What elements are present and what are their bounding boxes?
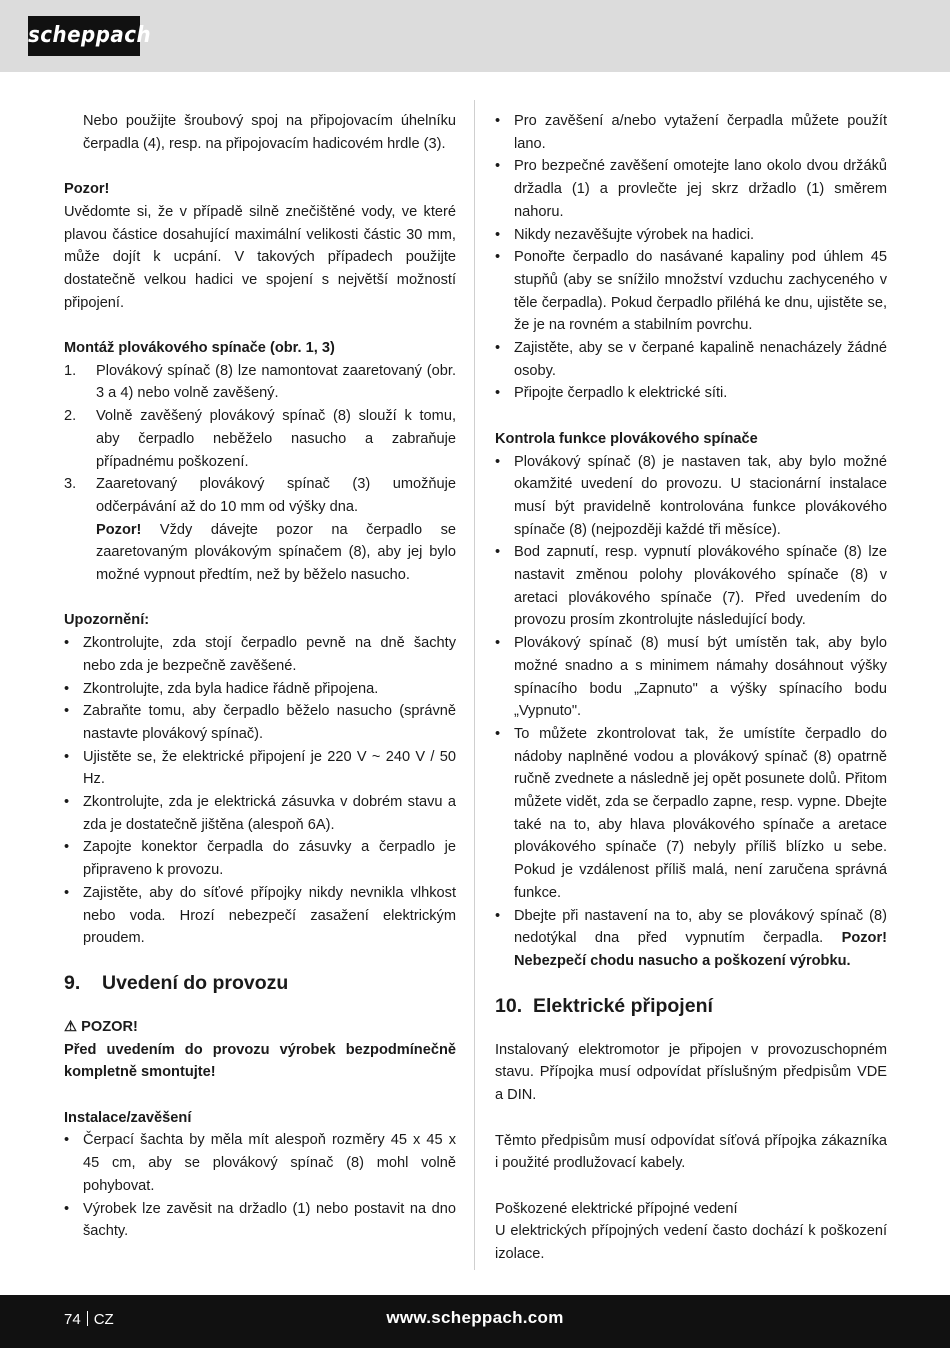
- list-item: 1. Plovákový spínač (8) lze namontovat zaaretovaný (obr. 3 a 4) nebo volně zavěšený.: [64, 362, 456, 402]
- list-item: • Připojte čerpadlo k elektrické síti.: [495, 385, 728, 402]
- note-label: Pozor!: [96, 521, 142, 538]
- list-item: • Pro bezpečné zavěšení omotejte lano okolo dvou držáků držadla (1) a provlečte jej skrz držadlo (1) směrem nahoru.: [495, 158, 887, 220]
- list-item: • Plovákový spínač (8) musí být umístěn tak, aby bylo možné snadno a s minimem námahy dosáhnout výšky spínacího bodu „Zapnuto" a výšky spínacího bodu „Vypnuto".: [495, 635, 887, 720]
- language-code: CZ: [93, 1311, 114, 1328]
- float-switch-mounting-list: [64, 360, 456, 587]
- list-item: • Zajistěte, aby do síťové přípojky nikdy nevnikla vlhkost nebo voda. Hrozí nebezpečí zasažení elektrickým proudem.: [64, 884, 456, 947]
- installation-list: [64, 1129, 456, 1243]
- list-item: • Čerpací šachta by měla mít alespoň rozměry 45 x 45 x 45 cm, aby se plovákový spínač (8) mohl volně pohybovat.: [64, 1132, 456, 1194]
- notice-list: [64, 632, 456, 950]
- column-divider: [474, 100, 475, 1270]
- left-column: [64, 110, 456, 1243]
- list-item: • Bod zapnutí, resp. vypnutí plovákového spínače (8) lze nastavit změnou polohy plovákového spínače (8) v aretaci plovákového spínače (7). Před uvedením do provozu prosím zkontrolujte následující body.: [495, 544, 887, 629]
- paragraph-extension-cables: Těmto předpisům musí odpovídat síťová přípojka zákazníka i použité prodlužovací kabely.: [495, 1132, 887, 1172]
- float-switch-mounting-heading: Montáž plovákového spínače (obr. 1, 3): [64, 340, 335, 356]
- warning-triangle-icon: ⚠: [64, 1018, 78, 1035]
- list-item: • Výrobek lze zavěsit na držadlo (1) nebo postavit na dno šachty.: [64, 1200, 456, 1240]
- list-item: 2. Volně zavěšený plovákový spínač (8) slouží k tomu, aby čerpadlo neběželo nasucho a zabraňuje případnému poškození.: [64, 408, 456, 470]
- warning-label: Pozor!: [64, 181, 110, 198]
- list-note: [64, 519, 456, 587]
- list-item: • Zkontrolujte, zda stojí čerpadlo pevně na dně šachty nebo zda je bezpečně zavěšené.: [64, 635, 456, 674]
- list-item: • Dbejte při nastavení na to, aby se plovákový spínač (8) nedotýkal dna před vypnutím čerpadla. Pozor! Nebezpečí chodu nasucho a poškození výrobku.: [495, 907, 887, 969]
- right-column: [495, 110, 887, 1266]
- list-item: • Ujistěte se, že elektrické připojení je 220 V ~ 240 V / 50 Hz.: [64, 748, 456, 788]
- list-item: • Zkontrolujte, zda byla hadice řádně připojena.: [64, 680, 379, 697]
- page-footer: [0, 1295, 950, 1348]
- warning-heading: ⚠ POZOR!: [64, 1018, 138, 1035]
- float-switch-check-heading: Kontrola funkce plovákového spínače: [495, 430, 758, 447]
- list-item: • Nikdy nezavěšujte výrobek na hadici.: [495, 226, 755, 243]
- list-item: • Pro zavěšení a/nebo vytažení čerpadla můžete použít lano.: [495, 113, 887, 152]
- list-item: • Zabraňte tomu, aby čerpadlo běželo nasucho (správně nastavte plovákový spínač).: [64, 703, 456, 742]
- section-9-heading: 9. Uvedení do provozu: [64, 971, 289, 994]
- list-item: • Zkontrolujte, zda je elektrická zásuvka v dobrém stavu a zda je dostatečně jištěna (alespoň 6A).: [64, 794, 456, 833]
- installation-heading: Instalace/zavěšení: [64, 1109, 192, 1126]
- list-item: • To můžete zkontrolovat tak, že umístíte čerpadlo do nádoby naplněné vodou a plovákový spínač (8) opatrně ručně zvednete a následně jej opět posunete dolů. Přitom můžete vidět, zda se čerpadlo zapne, resp. vypne. Dbejte také na to, aby hlava plovákového spínače a aretace plovákového spínače (7) nebyly příliš blízko u sebe. Pokud je vzdálenost příliš malá, není zaručena správná funkce.: [495, 725, 887, 901]
- paragraph-motor-connection: Instalovaný elektromotor je připojen v provozuschopném stavu. Přípojka musí odpovídat příslušným předpisům VDE a DIN.: [495, 1041, 887, 1104]
- list-item: • Ponořte čerpadlo do nasávané kapaliny pod úhlem 45 stupňů (aby se snížilo množství vzduchu zachyceného v těle čerpadla). Pokud čerpadlo přiléhá ke dnu, ujistěte se, že je na rovném a stabilním povrchu.: [495, 249, 887, 334]
- page-number: 74 CZ: [64, 1311, 114, 1328]
- notice-heading: Upozornění:: [64, 612, 150, 629]
- scheppach-logo: scheppach: [28, 16, 140, 56]
- list-item: • Zapojte konektor čerpadla do zásuvky a čerpadlo je připraveno k provozu.: [64, 839, 456, 879]
- list-item: • Zajistěte, aby se v čerpané kapalině nenacházely žádné osoby.: [495, 340, 887, 379]
- warning-text: Před uvedením do provozu výrobek bezpodmínečně kompletně smontujte!: [64, 1041, 456, 1081]
- website-link[interactable]: www.scheppach.com: [386, 1308, 564, 1327]
- installation-continued-list: [495, 110, 887, 405]
- paragraph-insulation-damage: U elektrických přípojných vedení často dochází k poškození izolace.: [495, 1223, 887, 1262]
- list-item: • Plovákový spínač (8) je nastaven tak, aby bylo možné okamžité uvedení do provozu. U stacionární instalace musí být pravidelně kontrolována funkce plovákového spínače (8) (nejpozději každé tři měsíce).: [495, 453, 887, 538]
- damaged-cable-heading: Poškozené elektrické přípojné vedení: [495, 1200, 738, 1217]
- paragraph-connection: Nebo použijte šroubový spoj na připojovacím úhelníku čerpadla (4), resp. na připojovacím hadicovém hrdle (3).: [83, 113, 456, 152]
- list-item: 3. Zaaretovaný plovákový spínač (3) umožňuje odčerpávání až do 10 mm od výšky dna.: [64, 476, 456, 515]
- float-switch-check-list: [495, 451, 887, 973]
- page-header: [0, 0, 950, 72]
- paragraph-dirty-water: Uvědomte si, že v případě silně znečištěné vody, ve které plavou částice dosahující maximální velikosti částic 30 mm, může dojít k ucpání. V takových případech použijte dostatečně velkou hadici ve spojení s největší možností připojení.: [64, 203, 456, 311]
- dry-run-warning: Pozor! Nebezpečí chodu nasucho a poškození výrobku.: [514, 930, 887, 969]
- note-text: Vždy dávejte pozor na čerpadlo se zaaretovaným plovákovým spínačem (8), aby jej bylo možné vypnout předtím, než by běželo nasucho.: [96, 521, 456, 584]
- section-10-heading: 10. Elektrické připojení: [495, 994, 713, 1017]
